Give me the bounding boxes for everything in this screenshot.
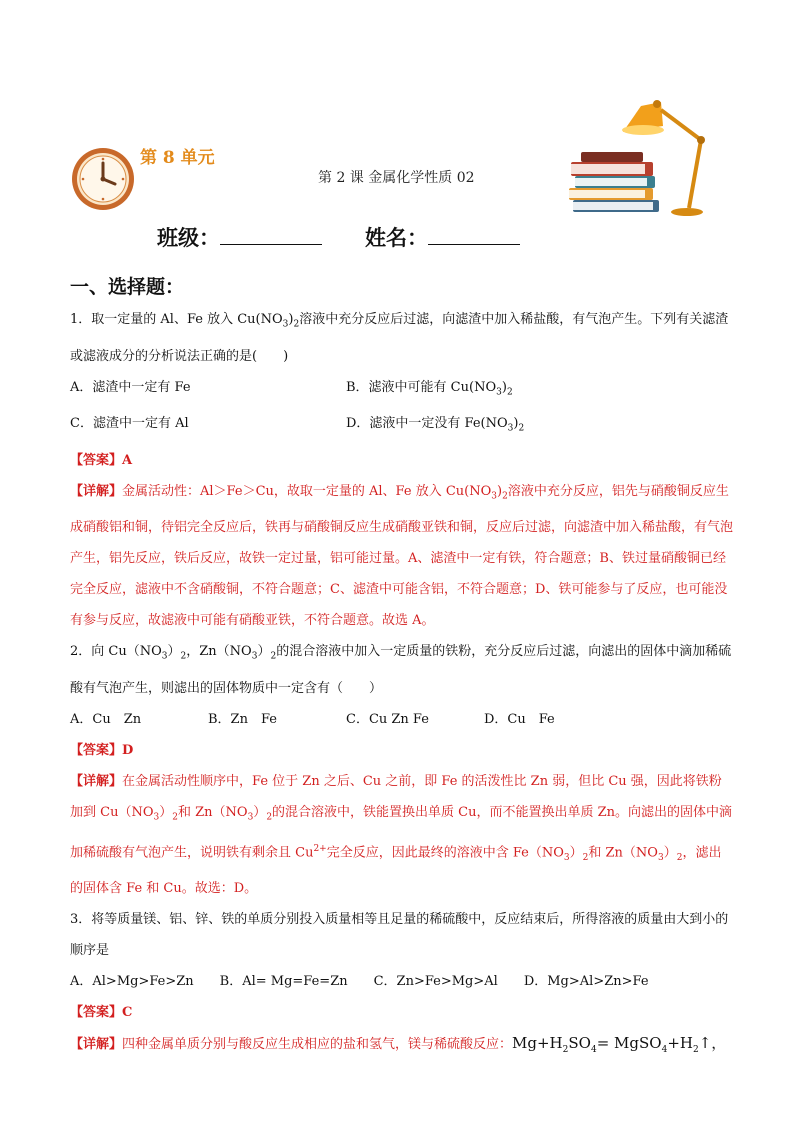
question-list bbox=[70, 304, 734, 1066]
question-3-option-b[interactable]: B．Al= Mg=Fe=Zn bbox=[219, 974, 348, 990]
question-3-option-c[interactable]: C．Zn>Fe>Mg>Al bbox=[373, 974, 498, 990]
name-blank[interactable] bbox=[428, 226, 520, 245]
question-2-detail: 【详解】在金属活动性顺序中，Fe 位于 Zn 之后、Cu 之前，即 Fe 的活泼性比 Zn 弱，但比 Cu 强，因此将铁粉加到 $Cu(NO_3)_2$和 $Zn(NO_3)_2$的混合溶液中，铁能置换出单质 Cu，而不能置换出单质 Zn。向滤出的固体中滴加稀硫酸有气泡产生，说明铁有剩余且 $Cu^{2+}$完全反应，因此最终的溶液中含 $Fe(NO_3)_2$和 $Zn(NO_3)_2$，滤出的固体含 Fe 和 Cu。故选：D。 bbox=[70, 773, 733, 897]
question-2-option-c[interactable]: C．Cu Zn Fe bbox=[346, 711, 429, 727]
question-3-options bbox=[70, 966, 734, 997]
question-2-stem: 2．向 $Cu(NO_3)_2$，$Zn(NO_3)_2$的混合溶液中加入一定质量的铁粉，充分反应后过滤，向滤出的固体中滴加稀硫酸有气泡产生，则滤出的固体物质中一定含有（ ） bbox=[70, 644, 732, 696]
question-3-detail: 【详解】四种金属单质分别与酸反应生成相应的盐和氢气，镁与稀硫酸反应：$Mg+H_2SO_4=$ $MgSO_4+H_2↑$， bbox=[70, 1034, 727, 1056]
question-2-answer: 【答案】D bbox=[70, 742, 134, 758]
unit-label: 第 8 单元 bbox=[140, 148, 215, 168]
class-label: 班级： bbox=[157, 225, 220, 250]
question-1-options-row-2 bbox=[70, 408, 734, 445]
question-2-option-b[interactable]: B．Zn Fe bbox=[208, 711, 277, 727]
question-2-options bbox=[70, 704, 734, 735]
alarm-clock-icon bbox=[70, 146, 136, 212]
question-2-option-d[interactable]: D．Cu Fe bbox=[484, 711, 555, 727]
question-2-option-a[interactable]: A．Cu Zn bbox=[70, 711, 142, 727]
question-3-stem: 3．将等质量镁、铝、锌、铁的单质分别投入质量相等且足量的稀硫酸中，反应结束后，所得溶液的质量由大到小的顺序是 bbox=[70, 912, 729, 959]
question-1-options-row-1 bbox=[70, 372, 734, 409]
equation: $Mg+H_2SO_4=$ $MgSO_4+H_2↑$， bbox=[512, 1034, 727, 1056]
question-1-option-d[interactable]: D．滤液中一定没有 $Fe(NO_3)_2$ bbox=[346, 416, 525, 434]
question-3-answer: 【答案】C bbox=[70, 1005, 133, 1021]
desk-lamp-icon bbox=[605, 98, 715, 220]
section-title: 一、选择题： bbox=[70, 276, 185, 298]
lesson-title: 第 2 课 金属化学性质 02 bbox=[318, 170, 475, 186]
question-1-option-a[interactable]: A．滤渣中一定有 Fe bbox=[70, 379, 191, 395]
name-label: 姓名： bbox=[365, 225, 428, 250]
name-field bbox=[365, 222, 520, 252]
question-1-stem: 1．取一定量的 Al、Fe 放入 $Cu(NO_3)_2$溶液中充分反应后过滤，向滤渣中加入稀盐酸，有气泡产生。下列有关滤渣或滤液成分的分析说法正确的是( ) bbox=[70, 312, 729, 364]
question-1-detail: 【详解】金属活动性：Al＞Fe＞Cu，故取一定量的 Al、Fe 放入 $Cu(NO_3)_2$溶液中充分反应，铝先与硝酸铜反应生成硝酸铝和铜，待铝完全反应后，铁再与硝酸铜反应生成硝酸亚铁和铜，反应后过滤，向滤渣中加入稀盐酸，有气泡产生，铝先反应，铁后反应，故铁一定过量，铝可能过量。A、滤渣中一定有铁，符合题意；B、铁过量硝酸铜已经完全反应，滤液中不含硝酸铜，不符合题意；C、滤渣中可能含铝，不符合题意；D、铁可能参与了反应，也可能没有参与反应，故滤液中可能有硝酸亚铁，不符合题意。故选 A。 bbox=[70, 483, 734, 629]
question-1-option-c[interactable]: C．滤渣中一定有 Al bbox=[70, 416, 189, 432]
question-1-option-b[interactable]: B．滤液中可能有 $Cu(NO_3)_2$ bbox=[346, 379, 513, 398]
class-blank[interactable] bbox=[220, 226, 322, 245]
question-1-answer: 【答案】A bbox=[70, 452, 133, 468]
class-field bbox=[157, 222, 322, 252]
question-3-option-a[interactable]: A．Al>Mg>Fe>Zn bbox=[70, 974, 194, 990]
question-3-option-d[interactable]: D．Mg>Al>Zn>Fe bbox=[523, 974, 649, 990]
